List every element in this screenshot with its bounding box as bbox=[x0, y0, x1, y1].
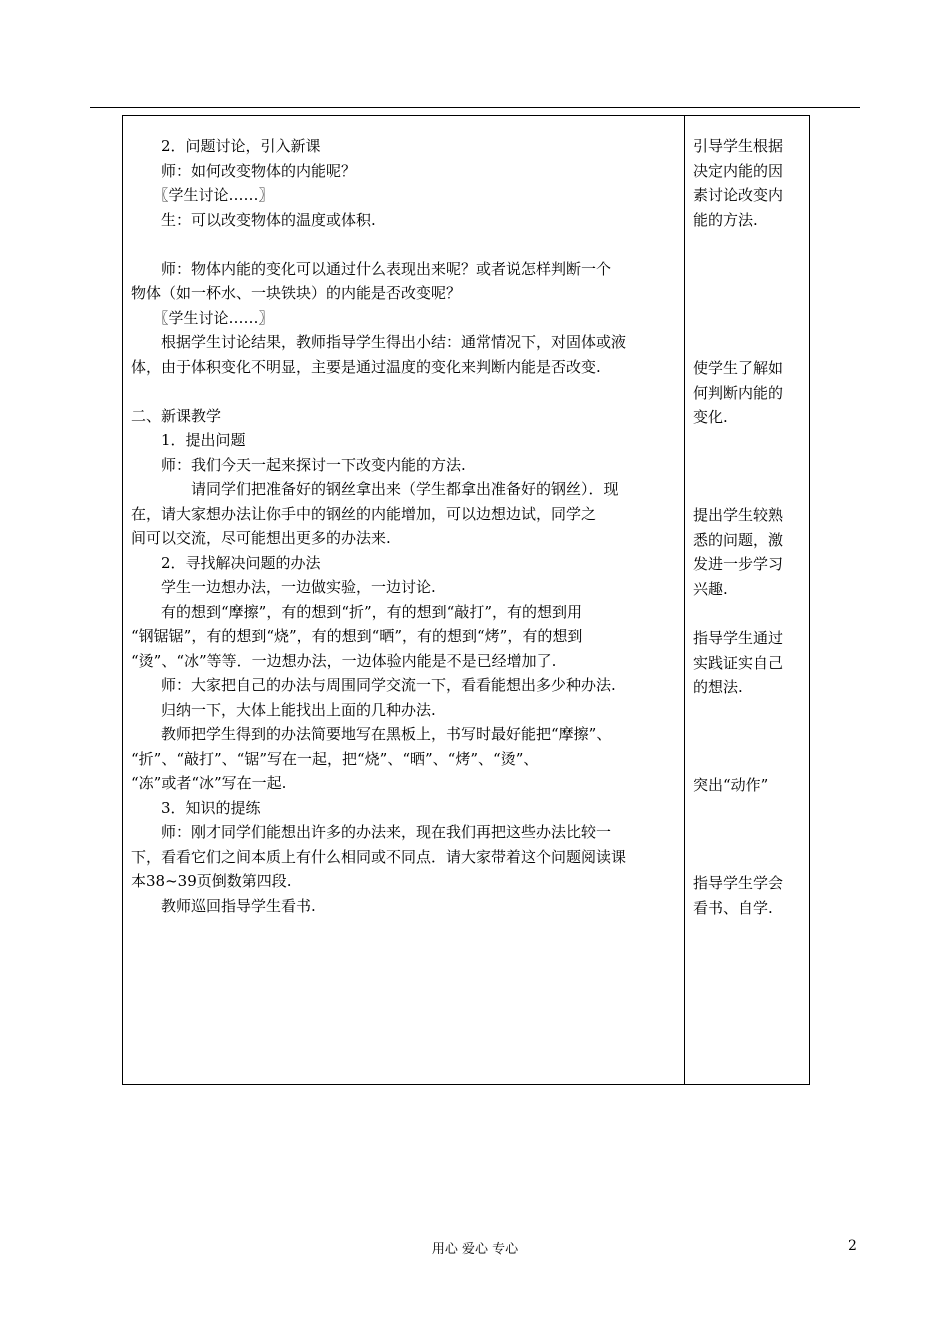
text-line: 师：刚才同学们能想出许多的办法来，现在我们再把这些办法比较一 bbox=[131, 823, 612, 841]
side-note-line: 决定内能的因 bbox=[693, 161, 784, 180]
side-note-line: 兴趣. bbox=[693, 579, 728, 598]
side-note-line: 指导学生通过 bbox=[693, 629, 784, 647]
side-note-line: 提出学生较熟 bbox=[693, 506, 784, 524]
side-note-line: 的想法. bbox=[693, 678, 743, 696]
teaching-process-column bbox=[131, 134, 676, 918]
text-line: 根据学生讨论结果，教师指导学生得出小结：通常情况下，对固体或液 bbox=[131, 333, 627, 351]
side-note-line: 使学生了解如 bbox=[693, 359, 784, 377]
side-note-line: 何判断内能的 bbox=[693, 383, 784, 402]
text-line: 二、新课教学 bbox=[131, 406, 222, 425]
text-line: “冻”或者“冰”写在一起. bbox=[131, 774, 287, 792]
text-line: 学生一边想办法，一边做实验，一边讨论. bbox=[131, 578, 436, 596]
text-line: 有的想到“摩擦”，有的想到“折”，有的想到“敲打”，有的想到用 bbox=[131, 602, 583, 621]
text-line: 教师把学生得到的办法简要地写在黑板上，书写时最好能把“摩擦”、 bbox=[131, 725, 612, 743]
text-line: 教师巡回指导学生看书. bbox=[131, 896, 316, 915]
text-line: 〖学生讨论……〗 bbox=[131, 186, 274, 204]
text-line: 师：我们今天一起来探讨一下改变内能的方法. bbox=[131, 455, 466, 474]
side-note-line: 指导学生学会 bbox=[693, 874, 784, 892]
text-line: 下，看看它们之间本质上有什么相同或不同点．请大家带着这个问题阅读课 bbox=[131, 847, 627, 866]
text-line: 2．寻找解决问题的办法 bbox=[131, 553, 321, 572]
side-note-line: 看书、自学. bbox=[693, 898, 773, 917]
side-note-discussion bbox=[693, 134, 783, 232]
text-line: “烫”、“冰”等等．一边想办法，一边体验内能是不是已经增加了. bbox=[131, 651, 557, 670]
text-line bbox=[131, 379, 676, 404]
side-note-line: 发进一步学习 bbox=[693, 555, 784, 573]
text-line: 2．问题讨论，引入新课 bbox=[131, 137, 321, 155]
side-note-line: 素讨论改变内 bbox=[693, 186, 784, 204]
side-note-self-study bbox=[693, 871, 783, 920]
text-line: 归纳一下，大体上能找出上面的几种办法. bbox=[131, 700, 436, 719]
side-note-line: 突出“动作” bbox=[693, 776, 769, 794]
side-note-action bbox=[693, 773, 768, 798]
text-line: 物体（如一杯水、一块铁块）的内能是否改变呢？ bbox=[131, 284, 462, 302]
text-line: 〖学生讨论……〗 bbox=[131, 308, 274, 327]
text-line: 师：物体内能的变化可以通过什么表现出来呢？或者说怎样判断一个 bbox=[131, 259, 612, 278]
text-line: 1．提出问题 bbox=[131, 431, 246, 449]
text-line: 生：可以改变物体的温度或体积. bbox=[131, 210, 376, 229]
text-line: 在，请大家想办法让你手中的钢丝的内能增加，可以边想边试，同学之 bbox=[131, 504, 597, 523]
page-number: 2 bbox=[848, 1238, 857, 1254]
side-note-interest bbox=[693, 503, 783, 601]
text-line bbox=[131, 232, 676, 257]
side-note-line: 能的方法. bbox=[693, 210, 758, 229]
text-line: 师：大家把自己的办法与周围同学交流一下，看看能想出多少种办法. bbox=[131, 676, 616, 694]
text-line: 本38~39页倒数第四段. bbox=[131, 872, 292, 890]
side-note-line: 实践证实自己 bbox=[693, 653, 784, 672]
text-line: “折”、“敲打”、“锯”写在一起，把“烧”、“晒”、“烤”、“烫”、 bbox=[131, 749, 539, 768]
side-note-line: 悉的问题，激 bbox=[693, 530, 784, 549]
text-line: 师：如何改变物体的内能呢？ bbox=[131, 161, 357, 180]
side-note-practice bbox=[693, 626, 783, 700]
text-line: 3．知识的提练 bbox=[131, 798, 261, 817]
lesson-table bbox=[122, 115, 810, 1085]
side-note-judge-change bbox=[693, 356, 783, 430]
side-note-line: 引导学生根据 bbox=[693, 137, 784, 155]
side-note-line: 变化. bbox=[693, 408, 728, 426]
header-rule bbox=[90, 107, 860, 108]
column-divider bbox=[684, 116, 685, 1084]
text-line: 请同学们把准备好的钢丝拿出来（学生都拿出准备好的钢丝）．现 bbox=[131, 480, 619, 498]
footer-motto: 用心 爱心 专心 bbox=[431, 1242, 519, 1257]
text-line: “钢锯锯”，有的想到“烧”，有的想到“晒”，有的想到“烤”，有的想到 bbox=[131, 627, 583, 645]
text-line: 间可以交流，尽可能想出更多的办法来. bbox=[131, 529, 391, 547]
text-line: 体，由于体积变化不明显，主要是通过温度的变化来判断内能是否改变. bbox=[131, 357, 601, 376]
